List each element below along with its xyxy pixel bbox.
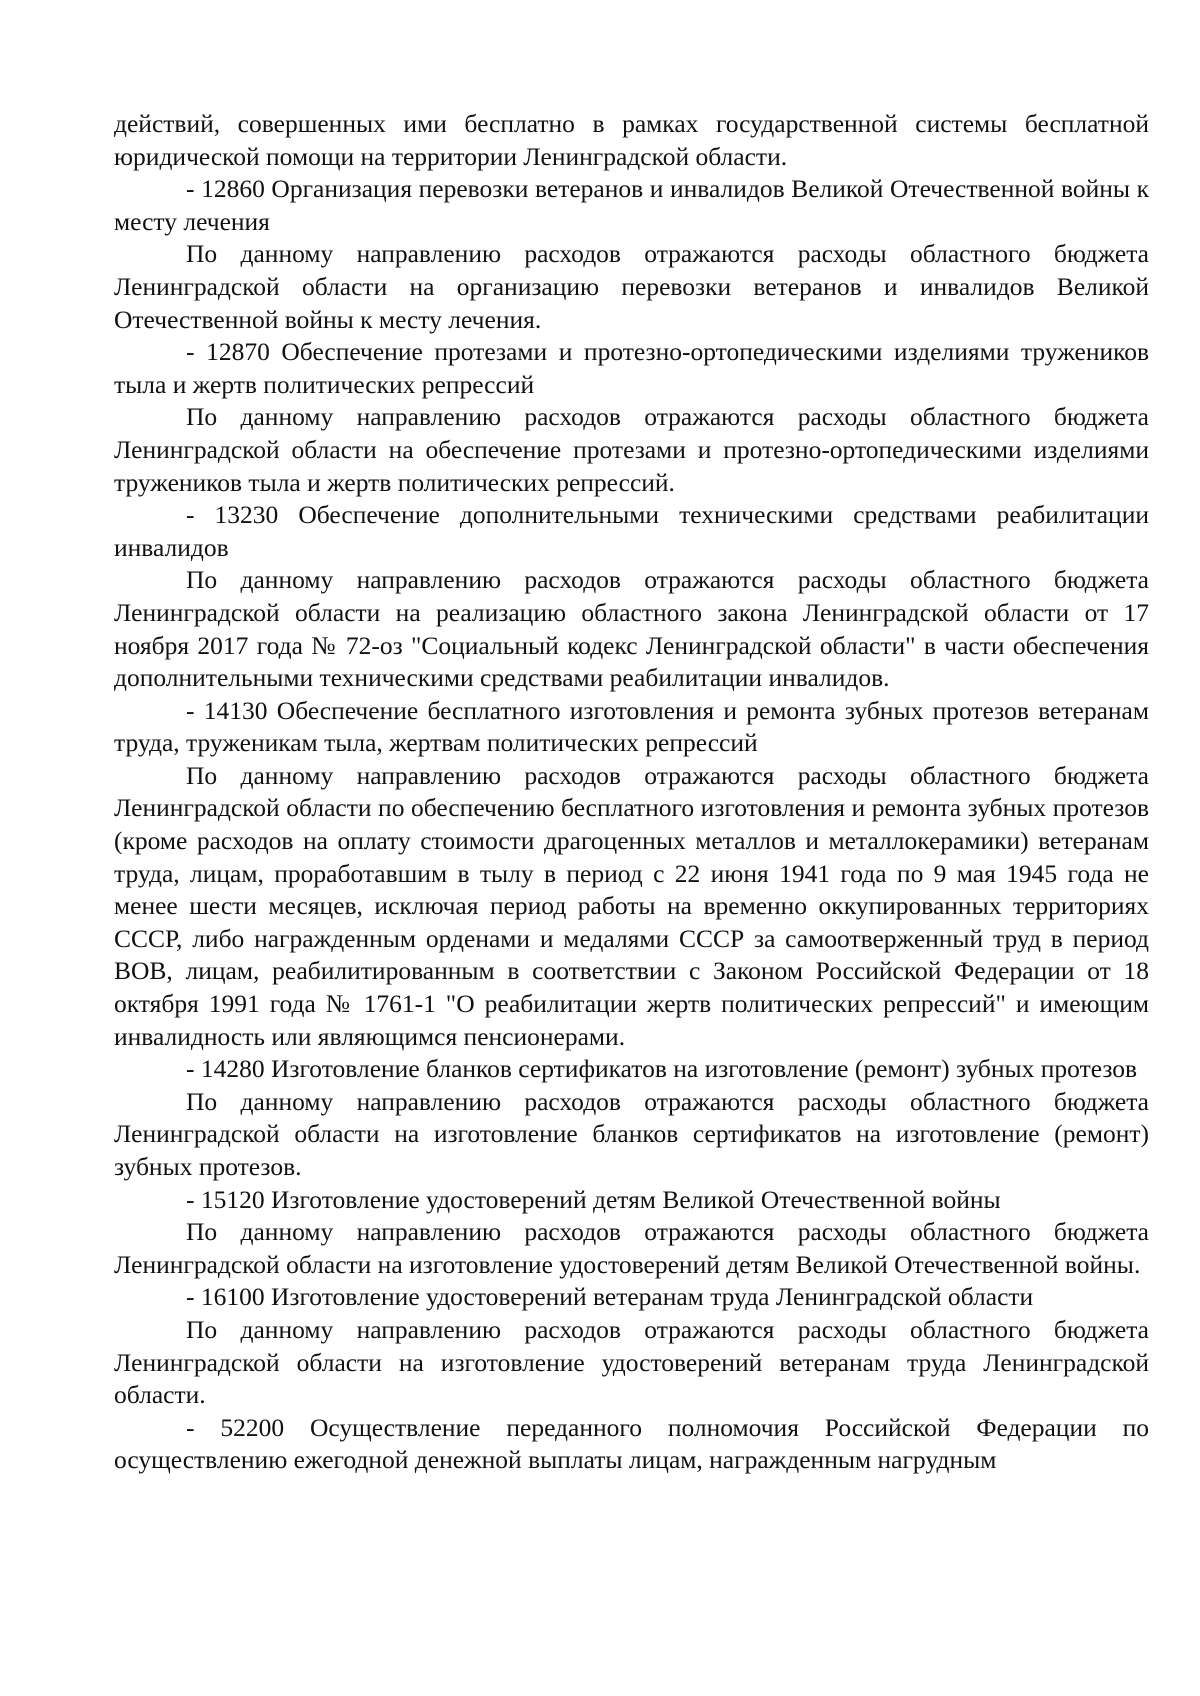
expense-item-16100: - 16100 Изготовление удостоверений ветеранам труда Ленинградской области — [186, 1282, 1034, 1312]
document-page — [114, 108, 1149, 1477]
expense-item-13230: - 13230 Обеспечение дополнительными техническими средствами реабилитации инвалидов — [114, 500, 1149, 562]
paragraph-12860-description: По данному направлению расходов отражаются расходы областного бюджета Ленинградской области на организацию перевозки ветеранов и инвалидов Великой Отечественной войны к месту лечения. — [114, 239, 1149, 334]
paragraph-12870-description: По данному направлению расходов отражаются расходы областного бюджета Ленинградской области на обеспечение протезами и протезно-ортопедическими изделиями тружеников тыла и жертв политических репрессий. — [114, 402, 1149, 497]
expense-item-12870: - 12870 Обеспечение протезами и протезно-ортопедическими изделиями тружеников тыла и жертв политических репрессий — [114, 337, 1149, 399]
expense-item-12860: - 12860 Организация перевозки ветеранов и инвалидов Великой Отечественной войны к месту лечения — [114, 174, 1149, 236]
expense-item-15120: - 15120 Изготовление удостоверений детям Великой Отечественной войны — [186, 1184, 1001, 1214]
paragraph-13230-description: По данному направлению расходов отражаются расходы областного бюджета Ленинградской области на реализацию областного закона Ленинградской области от 17 ноября 2017 года № 72-оз "Социальный кодекс Ленинградской области" в части обеспечения дополнительными техническими средствами реабилитации инвалидов. — [114, 565, 1149, 693]
paragraph-14280-description: По данному направлению расходов отражаются расходы областного бюджета Ленинградской области на изготовление бланков сертификатов на изготовление (ремонт) зубных протезов. — [114, 1086, 1149, 1181]
paragraph-14130-description: По данному направлению расходов отражаются расходы областного бюджета Ленинградской области по обеспечению бесплатного изготовления и ремонта зубных протезов (кроме расходов на оплату стоимости драгоценных металлов и металлокерамики) ветеранам труда, лицам, проработавшим в тылу в период с 22 июня 1941 года по 9 мая 1945 года не менее шести месяцев, исключая период работы на временно оккупированных территориях СССР, либо награжденным орденами и медалями СССР за самоотверженный труд в период ВОВ, лицам, реабилитированным в соответствии с Законом Российской Федерации от 18 октября 1991 года № 1761-1 "О реабилитации жертв политических репрессий" и имеющим инвалидность или являющимся пенсионерами. — [114, 760, 1149, 1051]
paragraph-continuation: действий, совершенных ими бесплатно в рамках государственной системы бесплатной юридической помощи на территории Ленинградской области. — [114, 109, 1149, 171]
expense-item-14280: - 14280 Изготовление бланков сертификатов на изготовление (ремонт) зубных протезов — [186, 1054, 1138, 1084]
expense-item-52200: - 52200 Осуществление переданного полномочия Российской Федерации по осуществлению ежегодной денежной выплаты лицам, награжденным нагрудным — [114, 1412, 1149, 1475]
paragraph-16100-description: По данному направлению расходов отражаются расходы областного бюджета Ленинградской области на изготовление удостоверений ветеранам труда Ленинградской области. — [114, 1314, 1149, 1410]
paragraph-15120-description: По данному направлению расходов отражаются расходы областного бюджета Ленинградской области на изготовление удостоверений детям Великой Отечественной войны. — [114, 1217, 1149, 1279]
expense-item-14130: - 14130 Обеспечение бесплатного изготовления и ремонта зубных протезов ветеранам труда, труженикам тыла, жертвам политических репрессий — [114, 695, 1149, 758]
